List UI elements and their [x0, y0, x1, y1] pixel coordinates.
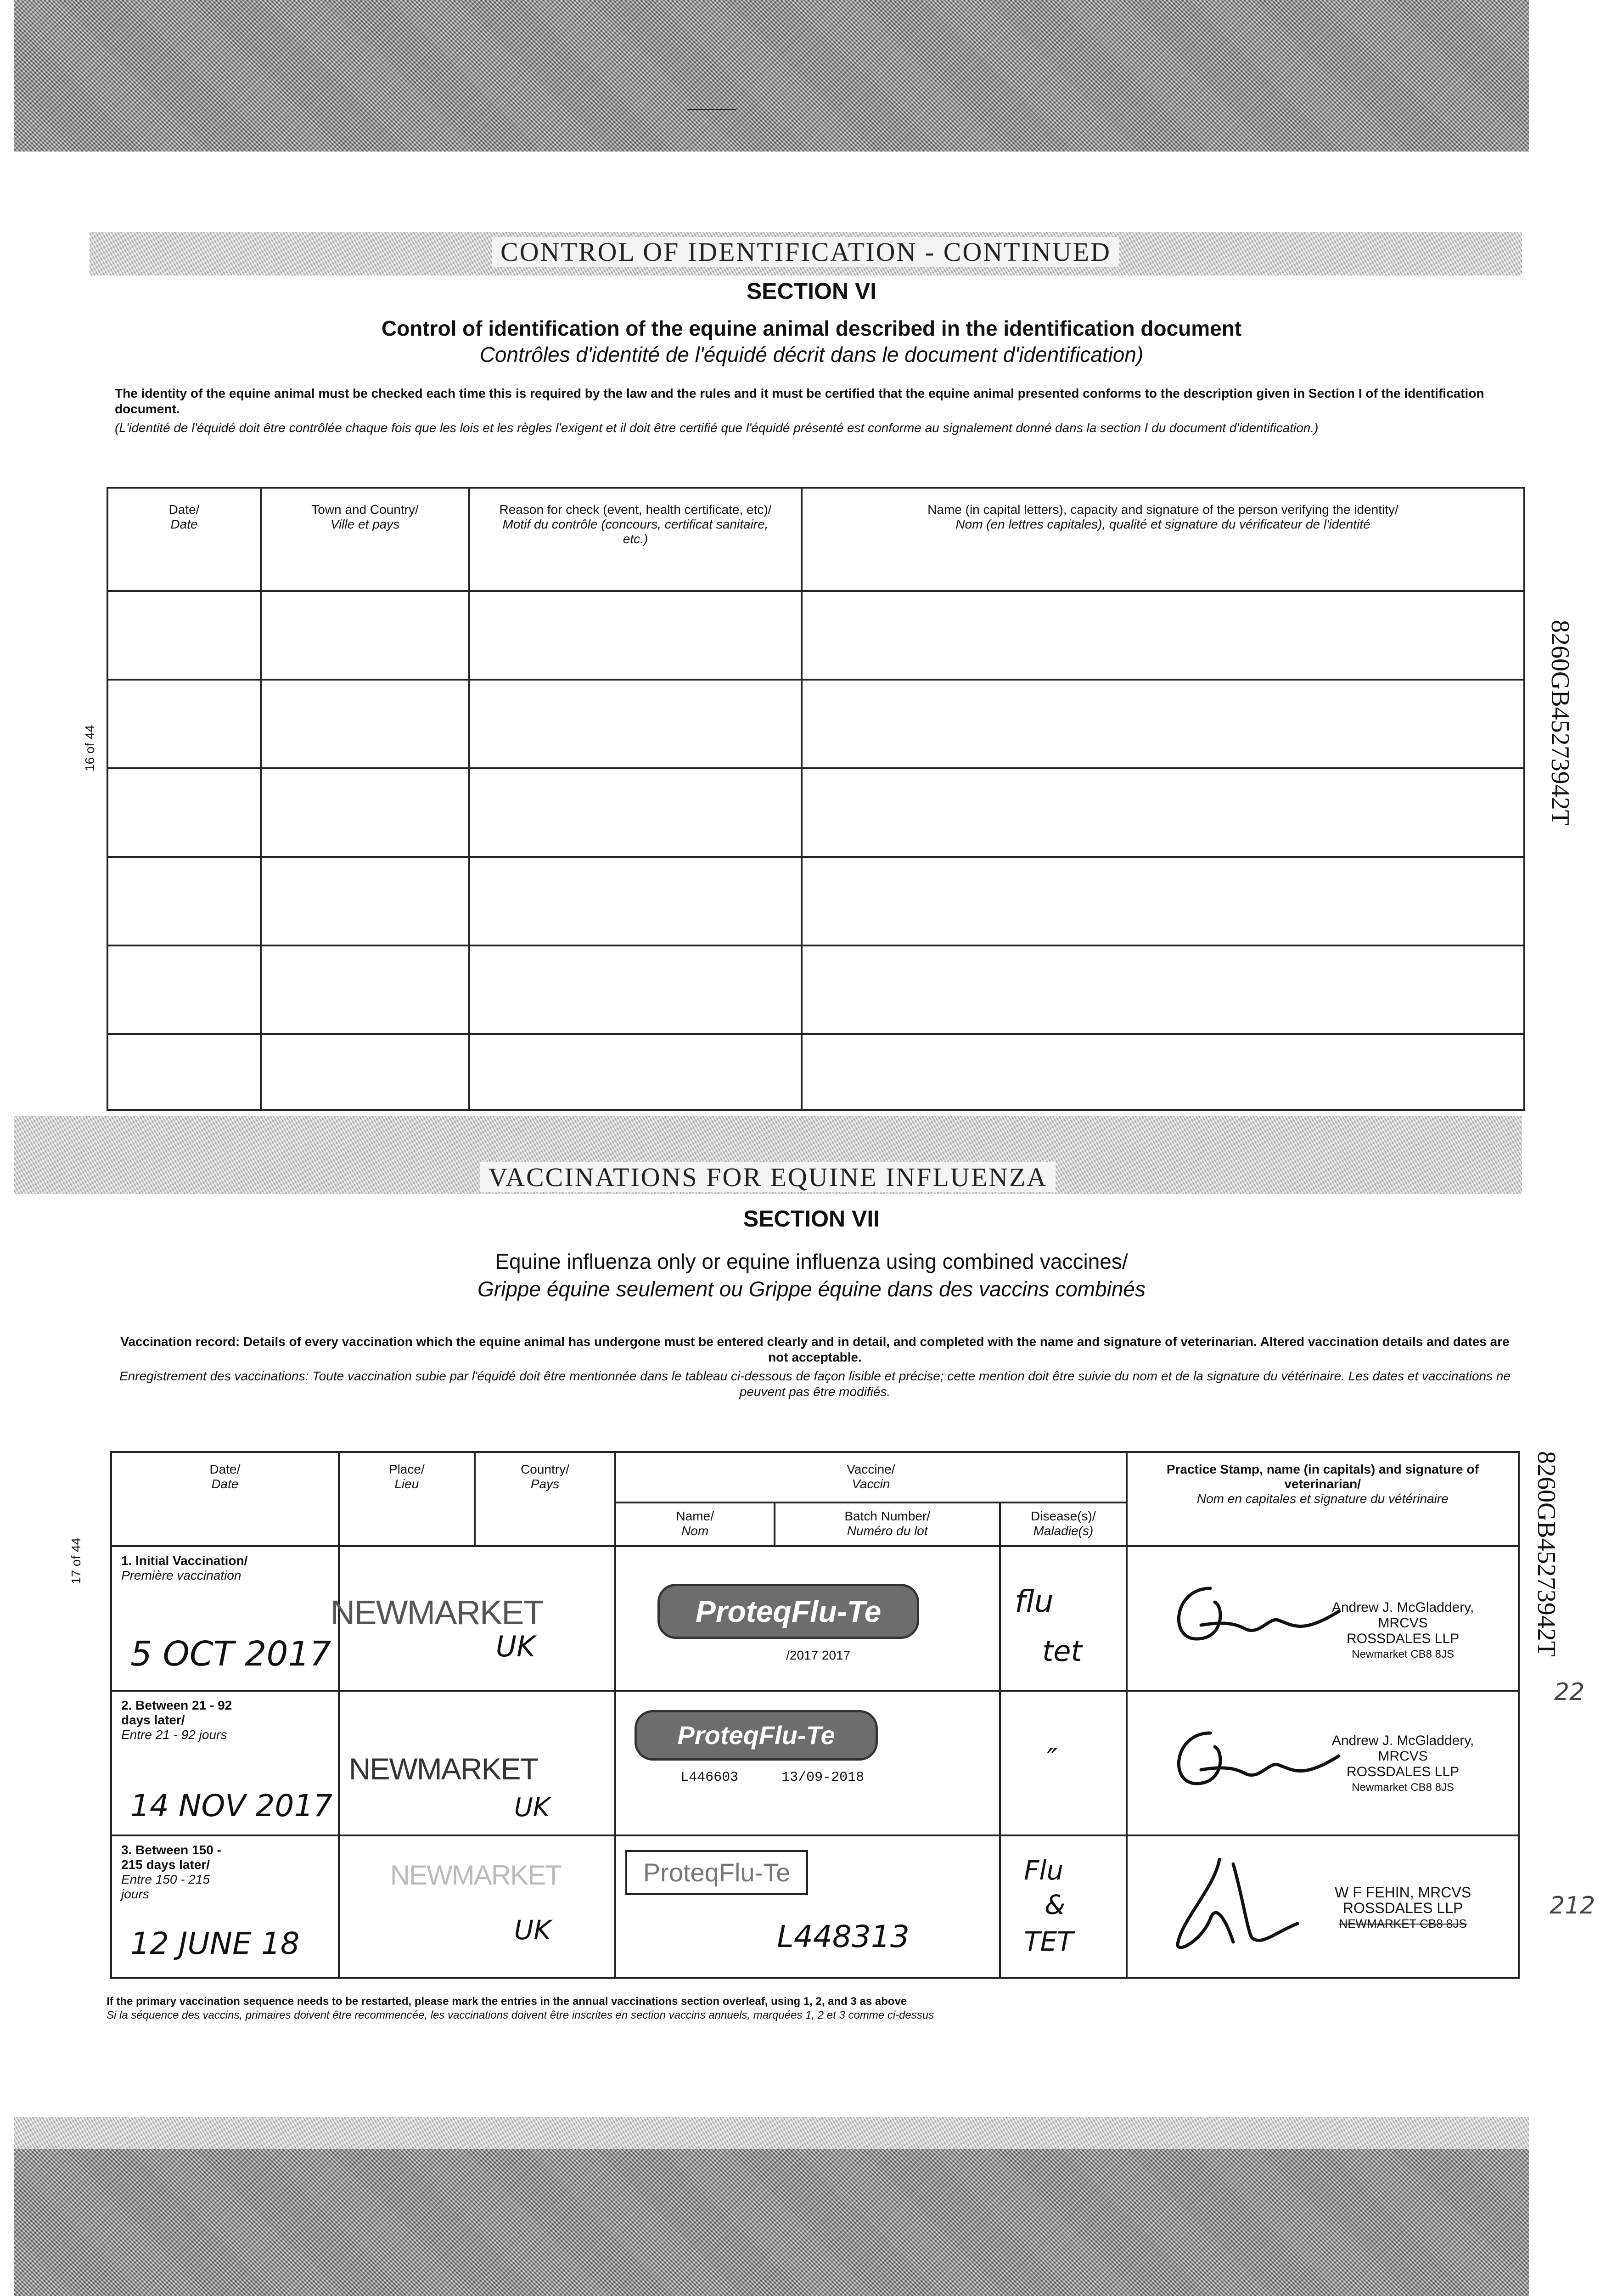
row1-stamp-cell — [1127, 1546, 1519, 1691]
section6-intro-fr: (L'identité de l'équidé doit être contrôlée chaque fois que les lois et les règles l'exigent et il doit être certifié que l'équidé présenté est conforme au signalement donné dans la section I du document d'identification.) — [115, 421, 1319, 435]
row1-label-fr: Première vaccination — [121, 1568, 241, 1582]
row3-batch: L448313 — [777, 1919, 910, 1954]
row1-place: NEWMARKET — [330, 1593, 543, 1632]
v-col-place-header — [339, 1452, 475, 1546]
row1-vet-name: Andrew J. McGladdery, MRCVS — [1331, 1600, 1474, 1631]
row3-place-cell — [339, 1835, 615, 1978]
header-reason-en: Reason for check (event, health certificate, etc)/ — [499, 502, 772, 517]
v-header-name-fr: Nom — [681, 1524, 709, 1538]
page-number-bottom: 17 of 44 — [69, 1537, 83, 1584]
top-scribble: ——— — [687, 99, 736, 118]
v-header-vaccine-en: Vaccine/ — [847, 1462, 895, 1476]
row3-country: UK — [514, 1914, 551, 1946]
row1-date-cell — [111, 1546, 339, 1691]
row1-date: 5 OCT 2017 — [130, 1634, 331, 1674]
col-town-header — [261, 488, 469, 591]
row1-country: UK — [495, 1630, 535, 1663]
row2-place-cell — [339, 1691, 615, 1835]
row1-label — [112, 1547, 338, 1583]
v-header-place-en: Place/ — [388, 1462, 425, 1476]
row1-disease-cell — [1000, 1546, 1127, 1691]
table-row — [107, 591, 1524, 680]
col-name-header — [802, 488, 1524, 591]
row1-label-en: 1. Initial Vaccination/ — [121, 1553, 248, 1568]
page-number-top: 16 of 44 — [83, 725, 97, 771]
section7-footer-en: If the primary vaccination sequence needs to be restarted, please mark the entries in the annual vaccinations section overleaf, using 1, 2, and 3 as above — [107, 1995, 907, 2008]
row3-vaccine-cell — [615, 1835, 1000, 1978]
row2-vet-address: Newmarket CB8 8JS — [1352, 1781, 1454, 1794]
row2-country: UK — [514, 1793, 550, 1823]
bottom-scan-strip — [14, 2117, 1529, 2149]
side-reference-top: 8260GB45273942T — [1546, 620, 1574, 826]
section6-banner-text: CONTROL OF IDENTIFICATION - CONTINUED — [492, 237, 1119, 267]
table-row — [107, 768, 1524, 857]
row2-stamp — [1307, 1733, 1499, 1795]
col-reason-header — [469, 488, 802, 591]
section7-record-en: Vaccination record: Details of every vaccination which the equine animal has undergone must be entered clearly and in detail, and completed with the name and signature of veterinarian. Altered vaccination details and dates are not acceptable. — [120, 1334, 1510, 1364]
row2-date-cell — [111, 1691, 339, 1835]
v-col-vaccine-header — [615, 1452, 1126, 1503]
section7-title-fr: Grippe équine seulement ou Grippe équine dans des vaccins combinés — [477, 1277, 1146, 1301]
row2-vet-name: Andrew J. McGladdery, MRCVS — [1331, 1733, 1474, 1764]
v-header-batch-fr: Numéro du lot — [847, 1524, 928, 1538]
row1-vaccine-label: ProteqFlu-Te — [657, 1584, 919, 1639]
row1-disease-2: tet — [1042, 1634, 1082, 1668]
v-header-date-fr: Date — [211, 1477, 239, 1491]
row2-date: 14 NOV 2017 — [130, 1788, 333, 1823]
section6-title-en: Control of identification of the equine animal described in the identification document — [381, 316, 1242, 340]
row2-label-en: 2. Between 21 - 92 days later/ — [121, 1698, 232, 1727]
row3-signature — [1155, 1850, 1307, 1956]
header-town-fr: Ville et pays — [330, 517, 400, 531]
row3-label-en: 3. Between 150 - 215 days later/ — [121, 1843, 221, 1872]
row2-batch-extra: 13/09-2018 — [781, 1770, 865, 1785]
v-col-country-header — [475, 1452, 615, 1546]
row1-vet-practice: ROSSDALES LLP — [1347, 1631, 1460, 1646]
col-date-header — [107, 488, 261, 591]
row1-disease-1: flu — [1015, 1584, 1054, 1619]
v-header-vaccine-fr: Vaccin — [852, 1477, 890, 1491]
row3-disease-cell — [1000, 1835, 1127, 1978]
row3-disease-2: & — [1045, 1889, 1066, 1920]
section6-heading: SECTION VI — [746, 278, 877, 304]
row2-vaccine-cell — [615, 1691, 1000, 1835]
v-header-batch-en: Batch Number/ — [844, 1509, 931, 1523]
section6-banner — [90, 236, 1522, 267]
table-row — [107, 945, 1524, 1034]
row3-vet-name: W F FEHIN, MRCVS — [1335, 1884, 1471, 1901]
table-row — [107, 680, 1524, 768]
table-row — [111, 1546, 1519, 1691]
row2-disease-cell — [1000, 1691, 1127, 1835]
header-name-en: Name (in capital letters), capacity and signature of the person verifying the identity/ — [927, 502, 1398, 517]
v-header-disease-en: Disease(s)/ — [1031, 1509, 1096, 1523]
row3-label-fr: Entre 150 - 215 jours — [121, 1872, 210, 1901]
row2-vaccine-label: ProteqFlu-Te — [635, 1710, 878, 1761]
row2-disease-1: ″ — [1047, 1742, 1058, 1776]
v-col-disease-header — [1000, 1503, 1127, 1546]
margin-note-row3: 212 — [1550, 1892, 1595, 1919]
row1-stamp — [1307, 1600, 1499, 1662]
row1-vet-address: Newmarket CB8 8JS — [1352, 1648, 1454, 1660]
v-header-stamp-en: Practice Stamp, name (in capitals) and signature of veterinarian/ — [1166, 1462, 1479, 1491]
section7-footer-fr: Si la séquence des vaccins, primaires doivent être recommencée, les vaccinations doivent être inscrites en section vaccins annuels, marquées 1, 2 et 3 comme ci-dessus — [107, 2009, 934, 2021]
row3-disease-3: TET — [1024, 1926, 1073, 1957]
row3-vet-practice: ROSSDALES LLP — [1342, 1900, 1463, 1916]
v-col-batch-header — [775, 1503, 1000, 1546]
table-row — [111, 1691, 1519, 1835]
v-header-country-en: Country/ — [521, 1462, 569, 1476]
v-col-date-header — [111, 1452, 339, 1546]
row3-label — [112, 1836, 241, 1902]
v-header-place-fr: Lieu — [394, 1477, 419, 1491]
bottom-scan-border — [14, 2149, 1529, 2296]
section7-banner — [14, 1162, 1522, 1193]
row3-date-cell — [111, 1835, 339, 1978]
row2-label — [112, 1692, 241, 1742]
row3-stamp-cell — [1127, 1835, 1519, 1978]
table-row — [107, 857, 1524, 945]
section6-intro-en: The identity of the equine animal must be checked each time this is required by the law and the rules and it must be certified that the equine animal presented conforms to the description given in Section I of the identification document. — [115, 386, 1484, 416]
v-col-stamp-header — [1127, 1452, 1519, 1546]
v-header-disease-fr: Maladie(s) — [1033, 1524, 1094, 1538]
section7-record-fr: Enregistrement des vaccinations: Toute vaccination subie par l'équidé doit être mentionnée dans le tableau ci-dessous de façon lisible et précise; cette mention doit être suivie du nom et de la signature du vétérinaire. Les dates et vaccinations ne peuvent pas être modifiés. — [119, 1369, 1511, 1399]
table-row — [107, 1034, 1524, 1110]
row3-place: NEWMARKET — [390, 1860, 561, 1891]
vaccination-table — [110, 1451, 1520, 1979]
row2-label-fr: Entre 21 - 92 jours — [121, 1728, 227, 1742]
margin-note-row1: 22 — [1554, 1678, 1585, 1706]
row3-vaccine-label: ProteqFlu-Te — [625, 1850, 808, 1895]
identity-check-table — [107, 487, 1525, 1111]
header-reason-fr: Motif du contrôle (concours, certificat sanitaire, etc.) — [502, 517, 769, 546]
header-date-en: Date/ — [168, 502, 200, 517]
row2-vet-practice: ROSSDALES LLP — [1347, 1764, 1460, 1779]
v-header-name-en: Name/ — [676, 1509, 714, 1523]
side-reference-bottom: 8260GB45273942T — [1532, 1451, 1561, 1657]
section7-heading: SECTION VII — [743, 1206, 880, 1232]
header-town-en: Town and Country/ — [311, 502, 419, 517]
row3-stamp — [1307, 1885, 1499, 1931]
row2-place: NEWMARKET — [348, 1752, 538, 1786]
row3-disease-1: Flu — [1024, 1855, 1064, 1886]
v-header-date-en: Date/ — [209, 1462, 241, 1476]
header-name-fr: Nom (en lettres capitales), qualité et signature du vérificateur de l'identité — [955, 517, 1370, 531]
row3-date: 12 JUNE 18 — [130, 1926, 300, 1961]
table-row — [111, 1835, 1519, 1978]
row1-place-cell — [330, 1546, 615, 1691]
top-scan-border — [14, 0, 1529, 152]
row3-vet-address: NEWMARKET CB8 8JS — [1339, 1917, 1467, 1930]
v-header-stamp-fr: Nom en capitales et signature du vétérinaire — [1196, 1491, 1449, 1506]
row2-stamp-cell — [1127, 1691, 1519, 1835]
v-header-country-fr: Pays — [530, 1477, 560, 1491]
section7-title-en: Equine influenza only or equine influenza using combined vaccines/ — [495, 1249, 1128, 1273]
row2-batch: L446603 — [680, 1770, 739, 1785]
row1-batch-extra: /2017 2017 — [786, 1648, 851, 1662]
row1-vaccine-cell — [615, 1546, 1000, 1691]
v-col-name-header — [615, 1503, 775, 1546]
header-date-fr: Date — [170, 517, 198, 531]
section6-title-fr: Contrôles d'identité de l'équidé décrit dans le document d'identification) — [479, 343, 1144, 366]
section7-banner-text: VACCINATIONS FOR EQUINE INFLUENZA — [480, 1162, 1056, 1192]
